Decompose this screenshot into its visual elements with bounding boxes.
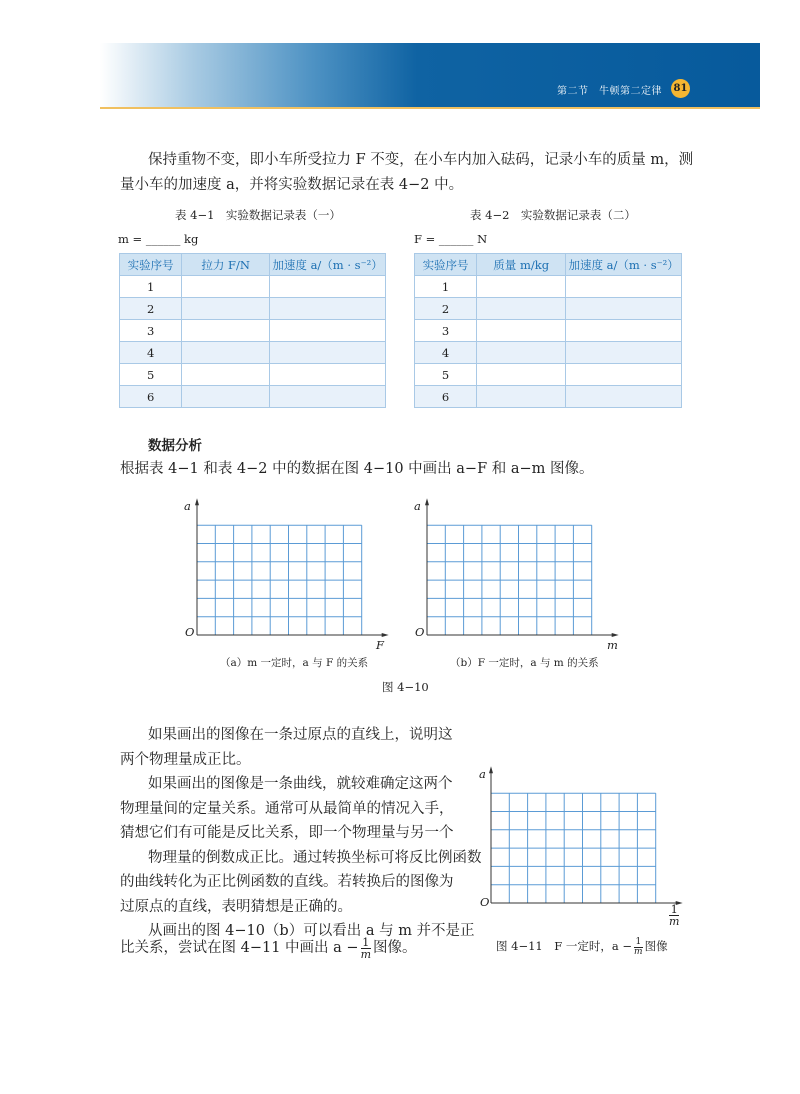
fig410b-x-arrow-icon bbox=[612, 633, 619, 637]
row-index: 6 bbox=[415, 386, 477, 408]
intro-line-1: 保持重物不变，即小车所受拉力 F 不变，在小车内加入砝码，记录小车的质量 m，测 bbox=[148, 152, 694, 168]
fig410-title: 图 4−10 bbox=[382, 680, 429, 694]
row-index: 5 bbox=[415, 364, 477, 386]
fig410b-y-label: a bbox=[414, 499, 421, 513]
row-index: 5 bbox=[120, 364, 182, 386]
frac-den: m bbox=[360, 947, 371, 961]
column-header: 质量 m/kg bbox=[477, 254, 566, 276]
fig410b-y-arrow-icon bbox=[425, 498, 429, 505]
fig410b-x-label: m bbox=[607, 638, 618, 652]
analysis-text: 根据表 4−1 和表 4−2 中的数据在图 4−10 中画出 a−F 和 a−m 图像。 bbox=[120, 461, 594, 477]
column-header: 加速度 a/（m · s⁻²） bbox=[270, 254, 386, 276]
fig411-y-arrow-icon bbox=[489, 766, 493, 773]
column-header: 加速度 a/（m · s⁻²） bbox=[566, 254, 682, 276]
fig410a-y-label: a bbox=[184, 499, 191, 513]
table1-given: m = ______ kg bbox=[118, 232, 199, 246]
fig410a-x-arrow-icon bbox=[382, 633, 389, 637]
row-index: 4 bbox=[120, 342, 182, 364]
row-index: 3 bbox=[415, 320, 477, 342]
fig411-origin: O bbox=[480, 895, 490, 909]
fig411-y-label: a bbox=[479, 767, 486, 781]
fraction-x-label bbox=[669, 904, 679, 927]
page-number-badge: 81 bbox=[671, 79, 690, 98]
fig411-x-label bbox=[667, 904, 681, 927]
frac-den: m bbox=[669, 915, 680, 928]
row-index: 4 bbox=[415, 342, 477, 364]
column-header: 实验序号 bbox=[120, 254, 182, 276]
body-line: 两个物理量成正比。 bbox=[120, 751, 251, 768]
body-line: 猜想它们有可能是反比关系，即一个物理量与另一个 bbox=[120, 825, 454, 841]
row-index: 6 bbox=[120, 386, 182, 408]
fig410b-caption: （b）F 一定时，a 与 m 的关系 bbox=[450, 657, 599, 669]
body-line: 的曲线转化为正比例函数的直线。若转换后的图像为 bbox=[120, 874, 454, 890]
body-last-post: 图像。 bbox=[373, 940, 417, 956]
column-header: 拉力 F/N bbox=[182, 254, 270, 276]
body-line: 如果画出的图像是一条曲线，就较难确定这两个 bbox=[148, 776, 453, 792]
body-last-line bbox=[120, 936, 417, 960]
frac-den: m bbox=[634, 946, 643, 957]
fraction-caption bbox=[634, 938, 643, 957]
frac-num: 1 bbox=[635, 936, 642, 947]
row-index: 1 bbox=[120, 276, 182, 298]
row-index: 2 bbox=[120, 298, 182, 320]
body-last-pre: 比关系，尝试在图 4−11 中画出 a − bbox=[120, 940, 359, 956]
section-title: 第二节 牛顿第二定律 bbox=[557, 86, 662, 97]
fraction-1-over-m bbox=[361, 937, 371, 960]
fig410a-caption: （a）m 一定时，a 与 F 的关系 bbox=[220, 657, 369, 669]
table2-caption: 表 4−2 实验数据记录表（二） bbox=[470, 208, 636, 222]
fig411-caption bbox=[496, 936, 668, 957]
body-line: 物理量的倒数成正比。通过转换坐标可将反比例函数 bbox=[148, 849, 482, 866]
body-line: 物理量间的定量关系。通常可从最简单的情况入手， bbox=[120, 800, 454, 817]
body-line: 过原点的直线，表明猜想是正确的。 bbox=[120, 898, 352, 915]
table2-given: F = ______ N bbox=[414, 232, 488, 246]
fig410b-origin: O bbox=[415, 625, 425, 639]
fig410a-y-arrow-icon bbox=[195, 498, 199, 505]
body-line: 如果画出的图像在一条过原点的直线上，说明这 bbox=[148, 727, 453, 743]
row-index: 2 bbox=[415, 298, 477, 320]
table1-caption: 表 4−1 实验数据记录表（一） bbox=[175, 208, 341, 222]
fig411-caption-pre: 图 4−11 F 一定时，a − bbox=[496, 939, 633, 953]
column-header: 实验序号 bbox=[415, 254, 477, 276]
fig411-caption-post: 图像 bbox=[644, 939, 668, 953]
row-index: 1 bbox=[415, 276, 477, 298]
frac-num: 1 bbox=[362, 935, 370, 949]
fig410a-x-label: F bbox=[376, 638, 384, 652]
fig410a-origin: O bbox=[185, 625, 195, 639]
body-line: 从画出的图 4−10（b）可以看出 a 与 m 并不是正 bbox=[148, 923, 475, 939]
intro-line-2: 量小车的加速度 a，并将实验数据记录在表 4−2 中。 bbox=[120, 177, 464, 193]
row-index: 3 bbox=[120, 320, 182, 342]
analysis-heading: 数据分析 bbox=[148, 438, 202, 454]
frac-num: 1 bbox=[670, 903, 678, 916]
